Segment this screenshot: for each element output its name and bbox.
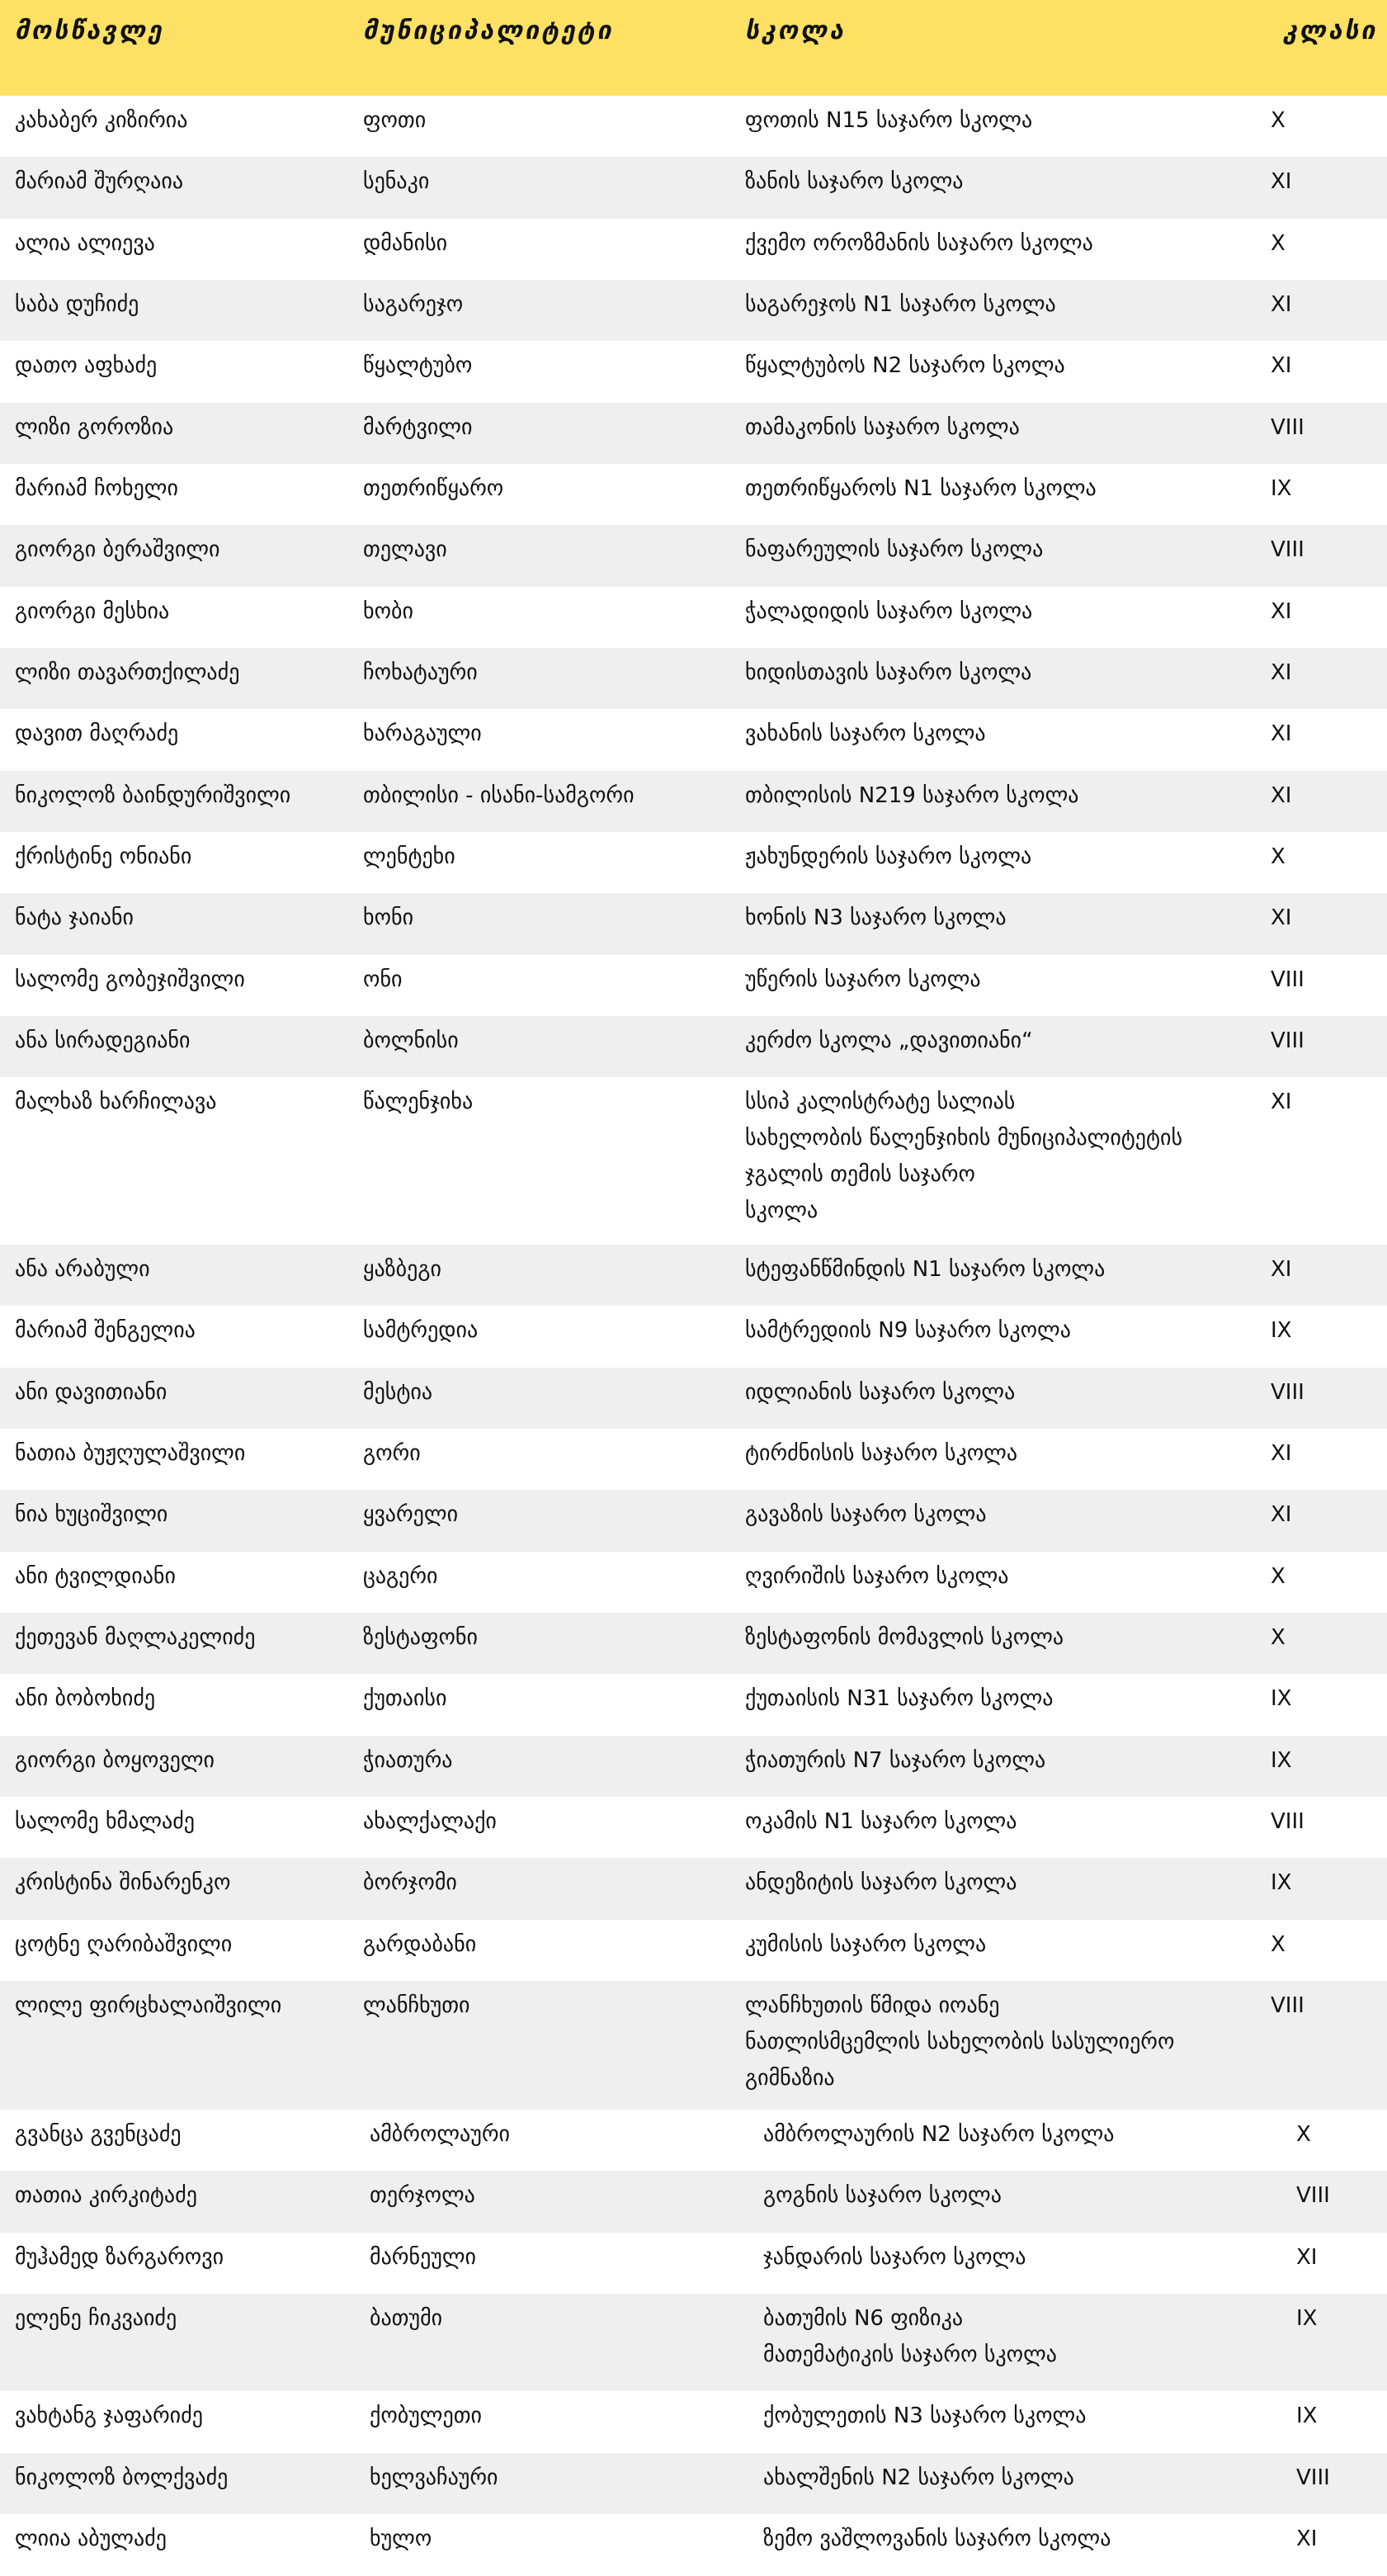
school	[763, 2460, 1275, 2496]
student-name: მუჰამედ ზარგაროვი	[15, 2245, 224, 2270]
table-body	[0, 96, 1387, 2576]
school	[745, 962, 1257, 998]
class-grade: IX	[1271, 1318, 1292, 1343]
school-line: ზანის საჯარო სკოლა	[745, 169, 964, 194]
table-row	[0, 893, 1387, 955]
student-name: ცოტნე ღარიბაშვილი	[15, 1932, 233, 1957]
school-line: თამაკონის საჯარო სკოლა	[745, 415, 1020, 440]
school	[745, 163, 1257, 200]
student-name: ანი ტვილდიანი	[15, 1564, 176, 1589]
table-row	[0, 2110, 1387, 2171]
municipality: ზესტაფონი	[363, 1625, 478, 1650]
student-name: ანი ბობოხიძე	[15, 1686, 156, 1711]
class-grade: XI	[1271, 292, 1292, 317]
table-header	[0, 0, 1387, 96]
table-row	[0, 2171, 1387, 2233]
school-line: ხონის N3 საჯარო სკოლა	[745, 905, 1007, 930]
school-line: კერძო სკოლა „დავითიანი“	[745, 1028, 1033, 1053]
municipality: თელავი	[363, 537, 447, 562]
student-name: საბა დუჩიძე	[15, 292, 139, 317]
school-line: ამბროლაურის N2 საჯარო სკოლა	[763, 2122, 1115, 2147]
class-grade: XI	[1296, 2526, 1318, 2551]
school	[745, 1496, 1257, 1533]
school	[763, 2116, 1275, 2153]
school-line: გოგნის საჯარო სკოლა	[763, 2183, 1002, 2208]
table-row	[0, 96, 1387, 157]
student-name: მარიამ ჩოხელი	[15, 476, 178, 501]
school	[745, 900, 1257, 936]
municipality: ხულო	[370, 2526, 432, 2551]
class-grade: VIII	[1271, 1993, 1304, 2018]
class-grade: IX	[1271, 1748, 1292, 1773]
table-row	[0, 709, 1387, 771]
table-row	[0, 1920, 1387, 1981]
table-row	[0, 341, 1387, 403]
header-student: მოსწავლე	[15, 17, 164, 45]
school-line: მათემატიკის საჯარო სკოლა	[763, 2342, 1058, 2367]
school-line: სტეფანწმინდის N1 საჯარო სკოლა	[745, 1257, 1106, 1282]
class-grade: IX	[1296, 2306, 1318, 2331]
class-grade: VIII	[1271, 415, 1304, 440]
student-name: სალომე გობეჯიშვილი	[15, 967, 245, 992]
student-name: სალომე ხმალაძე	[15, 1809, 195, 1834]
municipality: ქუთაისი	[363, 1686, 447, 1711]
student-name: მალხაზ ხარჩილავა	[15, 1089, 217, 1114]
school-line: ქობულეთის N3 საჯარო სკოლა	[763, 2403, 1087, 2428]
table-row	[0, 832, 1387, 893]
school	[745, 286, 1257, 323]
class-grade: IX	[1271, 476, 1292, 501]
student-name: ლილე ფირცხალაიშვილი	[15, 1993, 282, 2018]
student-name: კრისტინა შინარენკო	[15, 1870, 231, 1895]
student-name: ანა არაბული	[15, 1257, 150, 1282]
municipality: მარტვილი	[363, 415, 473, 440]
school-line: თბილისის N219 საჯარო სკოლა	[745, 783, 1079, 808]
school-line: ჟახუნდერის საჯარო სკოლა	[745, 844, 1032, 869]
school-line: წყალტუბოს N2 საჯარო სკოლა	[745, 353, 1065, 378]
school-line: სამტრედიის N9 საჯარო სკოლა	[745, 1318, 1071, 1343]
school	[745, 655, 1257, 691]
school-line: ქვემო ოროზმანის საჯარო სკოლა	[745, 231, 1093, 256]
municipality: სამტრედია	[363, 1318, 479, 1343]
student-name: კახაბერ კიზირია	[15, 108, 188, 133]
municipality: დმანისი	[363, 231, 448, 256]
school	[745, 1619, 1257, 1656]
school-line: ზემო ვაშლოვანის საჯარო სკოლა	[763, 2526, 1111, 2551]
municipality: ჩოხატაური	[363, 660, 478, 685]
class-grade: X	[1271, 231, 1286, 256]
municipality: ამბროლაური	[370, 2122, 510, 2147]
class-grade: XI	[1271, 721, 1292, 746]
table-row	[0, 219, 1387, 280]
school	[745, 1988, 1257, 2096]
class-grade: VIII	[1296, 2183, 1330, 2208]
student-name: დათო აფხაძე	[15, 353, 158, 378]
school-line: გიმნაზია	[745, 2066, 835, 2091]
class-grade: X	[1271, 1564, 1286, 1589]
school-line: ზესტაფონის მომავლის სკოლა	[745, 1625, 1064, 1650]
table-row	[0, 2391, 1387, 2453]
school-line: უწერის საჯარო სკოლა	[745, 967, 981, 992]
school-line: ნაფარეულის საჯარო სკოლა	[745, 537, 1044, 562]
class-grade: IX	[1271, 1870, 1292, 1895]
class-grade: VIII	[1271, 537, 1304, 562]
student-name: ანა სირადეგიანი	[15, 1028, 191, 1053]
table-row	[0, 1613, 1387, 1674]
class-grade: XI	[1296, 2245, 1318, 2270]
student-name: ნატა ჯაიანი	[15, 905, 134, 930]
student-name: მარიამ შურღაია	[15, 169, 184, 194]
header-class: კლასი	[1283, 17, 1378, 45]
municipality: ახალქალაქი	[363, 1809, 497, 1834]
table-row	[0, 1368, 1387, 1429]
header-school: სკოლა	[745, 17, 846, 45]
municipality: სენაკი	[363, 169, 430, 194]
municipality: ლანჩხუთი	[363, 1993, 470, 2018]
table-row	[0, 1674, 1387, 1736]
table-row	[0, 587, 1387, 648]
school-line: სახელობის წალენჯიხის მუნიციპალიტეტის	[745, 1126, 1183, 1151]
school	[745, 1558, 1257, 1595]
municipality: მესტია	[363, 1380, 433, 1405]
school-line: სსიპ კალისტრატე სალიას	[745, 1089, 1016, 1114]
school	[745, 1374, 1257, 1411]
school-line: ჭიათურის N7 საჯარო სკოლა	[745, 1748, 1046, 1773]
table-row	[0, 1552, 1387, 1613]
municipality: წალენჯიხა	[363, 1089, 474, 1114]
school-line: სკოლა	[745, 1198, 819, 1223]
student-name: ნია ხუციშვილი	[15, 1502, 168, 1527]
class-grade: VIII	[1296, 2465, 1330, 2490]
school	[763, 2239, 1275, 2276]
municipality: ბორჯომი	[363, 1870, 457, 1895]
school-line: ჯგალის თემის საჯარო	[745, 1162, 975, 1187]
class-grade: XI	[1271, 783, 1292, 808]
class-grade: XI	[1271, 1502, 1292, 1527]
class-grade: IX	[1271, 1686, 1292, 1711]
municipality: ცაგერი	[363, 1564, 438, 1589]
table-row	[0, 157, 1387, 219]
student-name: ალია ალიევა	[15, 231, 155, 256]
school	[745, 1435, 1257, 1472]
school-line: ნათლისმცემლის სახელობის სასულიერო	[745, 2030, 1175, 2054]
school	[763, 2300, 1275, 2373]
school-line: ხიდისთავის საჯარო სკოლა	[745, 660, 1032, 685]
student-name: გიორგი ბერაშვილი	[15, 537, 220, 562]
school-line: ღვირიშის საჯარო სკოლა	[745, 1564, 1009, 1589]
class-grade: XI	[1271, 1257, 1292, 1282]
school	[745, 532, 1257, 568]
table-row	[0, 1736, 1387, 1797]
school	[763, 2398, 1275, 2434]
school-line: ფოთის N15 საჯარო სკოლა	[745, 108, 1033, 133]
school-line: საგარეჯოს N1 საჯარო სკოლა	[745, 292, 1056, 317]
student-name: გვანცა გვენცაძე	[15, 2122, 182, 2147]
table-row	[0, 2294, 1387, 2391]
school-line: ანდეზიტის საჯარო სკოლა	[745, 1870, 1017, 1895]
school	[745, 1803, 1257, 1840]
municipality: ლენტეხი	[363, 844, 455, 869]
table-row	[0, 280, 1387, 341]
municipality: ხელვაჩაური	[370, 2465, 498, 2490]
school	[745, 347, 1257, 384]
class-grade: X	[1271, 1932, 1286, 1957]
school	[745, 409, 1257, 446]
municipality: ხონი	[363, 905, 414, 930]
table-row	[0, 1077, 1387, 1245]
school-line: ახალშენის N2 საჯარო სკოლა	[763, 2465, 1074, 2490]
class-grade: X	[1271, 1625, 1286, 1650]
table-row	[0, 1981, 1387, 2110]
school-line: იდლიანის საჯარო სკოლა	[745, 1380, 1016, 1405]
municipality: ბათუმი	[370, 2306, 443, 2331]
municipality: ყვარელი	[363, 1502, 459, 1527]
student-name: ელენე ჩიკვაიძე	[15, 2306, 177, 2331]
header-municipality: მუნიციპალიტეტი	[363, 17, 614, 45]
class-grade: XI	[1271, 599, 1292, 624]
school-line: ჯანდარის საჯარო სკოლა	[763, 2245, 1026, 2270]
class-grade: XI	[1271, 1441, 1292, 1466]
municipality: თბილისი - ისანი-სამგორი	[363, 783, 635, 808]
school	[745, 470, 1257, 507]
student-name: ნიკოლოზ ბაინდურიშვილი	[15, 783, 291, 808]
school	[745, 1865, 1257, 1901]
school-line: ტირძნისის საჯარო სკოლა	[745, 1441, 1018, 1466]
student-name: გიორგი ბოყოველი	[15, 1748, 215, 1773]
school-line: ჭალადიდის საჯარო სკოლა	[745, 599, 1033, 624]
municipality: წყალტუბო	[363, 353, 473, 378]
municipality: ფოთი	[363, 108, 427, 133]
school	[745, 1680, 1257, 1717]
school	[763, 2177, 1275, 2214]
school	[745, 1926, 1257, 1963]
school	[745, 593, 1257, 630]
table-row	[0, 1490, 1387, 1552]
municipality: საგარეჯო	[363, 292, 464, 317]
school-line: კუმისის საჯარო სკოლა	[745, 1932, 987, 1957]
table-row	[0, 464, 1387, 525]
school	[745, 1312, 1257, 1349]
municipality: თერჯოლა	[370, 2183, 475, 2208]
table-row	[0, 1429, 1387, 1490]
municipality: ქობულეთი	[370, 2403, 482, 2428]
table-row	[0, 648, 1387, 709]
municipality: ხობი	[363, 599, 413, 624]
student-name: ლიზი თავართქილაძე	[15, 660, 240, 685]
school-line: გავაზის საჯარო სკოლა	[745, 1502, 987, 1527]
class-grade: VIII	[1271, 1028, 1304, 1053]
school	[745, 225, 1257, 262]
class-grade: VIII	[1271, 1380, 1304, 1405]
school-line: ოკამის N1 საჯარო სკოლა	[745, 1809, 1017, 1834]
municipality: ონი	[363, 967, 403, 992]
class-grade: VIII	[1271, 967, 1304, 992]
municipality: გარდაბანი	[363, 1932, 477, 1957]
student-name: ლიია აბულაძე	[15, 2526, 167, 2551]
student-name: ვახტანგ ჯაფარიძე	[15, 2403, 203, 2428]
class-grade: XI	[1271, 1089, 1292, 1114]
municipality: გორი	[363, 1441, 421, 1466]
municipality: ჭიათურა	[363, 1748, 453, 1773]
table-row	[0, 2233, 1387, 2294]
school	[745, 102, 1257, 139]
school	[745, 778, 1257, 814]
municipality: ბოლნისი	[363, 1028, 459, 1053]
municipality: ყაზბეგი	[363, 1257, 441, 1282]
municipality: მარნეული	[370, 2245, 476, 2270]
student-name: მარიამ შენგელია	[15, 1318, 196, 1343]
student-name: თათია კირკიტაძე	[15, 2183, 197, 2208]
student-name: ქრისტინე ონიანი	[15, 844, 192, 869]
school-line: ვახანის საჯარო სკოლა	[745, 721, 986, 746]
student-name: ნათია ბუჟღულაშვილი	[15, 1441, 246, 1466]
school	[745, 1023, 1257, 1059]
table-row	[0, 1858, 1387, 1920]
table-row	[0, 2514, 1387, 2576]
table-row	[0, 1016, 1387, 1077]
school-line: ქუთაისის N31 საჯარო სკოლა	[745, 1686, 1054, 1711]
student-name: ანი დავითიანი	[15, 1380, 167, 1405]
class-grade: XI	[1271, 660, 1292, 685]
class-grade: XI	[1271, 169, 1292, 194]
class-grade: X	[1271, 844, 1286, 869]
municipality: თეთრიწყარო	[363, 476, 504, 501]
class-grade: X	[1271, 108, 1286, 133]
table-row	[0, 1306, 1387, 1368]
class-grade: X	[1296, 2122, 1311, 2147]
school	[745, 1251, 1257, 1288]
table-row	[0, 771, 1387, 832]
school-line: თეთრიწყაროს N1 საჯარო სკოლა	[745, 476, 1097, 501]
student-name: ლიზი გოროზია	[15, 415, 174, 440]
school	[745, 839, 1257, 875]
school-line: ლანჩხუთის წმიდა იოანე	[745, 1993, 1000, 2018]
student-name: ქეთევან მაღლაკელიძე	[15, 1625, 256, 1650]
class-grade: VIII	[1271, 1809, 1304, 1834]
school	[745, 1084, 1257, 1229]
class-grade: XI	[1271, 353, 1292, 378]
table-row	[0, 955, 1387, 1016]
table-row	[0, 1245, 1387, 1306]
class-grade: IX	[1296, 2403, 1318, 2428]
student-name: ნიკოლოზ ბოლქვაძე	[15, 2465, 229, 2490]
table-row	[0, 1797, 1387, 1858]
school-line: ბათუმის N6 ფიზიკა	[763, 2306, 964, 2331]
school	[745, 716, 1257, 752]
school	[763, 2521, 1275, 2557]
table-row	[0, 2453, 1387, 2514]
municipality: ხარაგაული	[363, 721, 482, 746]
class-grade: XI	[1271, 905, 1292, 930]
school	[745, 1742, 1257, 1779]
student-name: დავით მაღრაძე	[15, 721, 179, 746]
table-row	[0, 403, 1387, 464]
student-name: გიორგი მესხია	[15, 599, 170, 624]
table-row	[0, 525, 1387, 587]
